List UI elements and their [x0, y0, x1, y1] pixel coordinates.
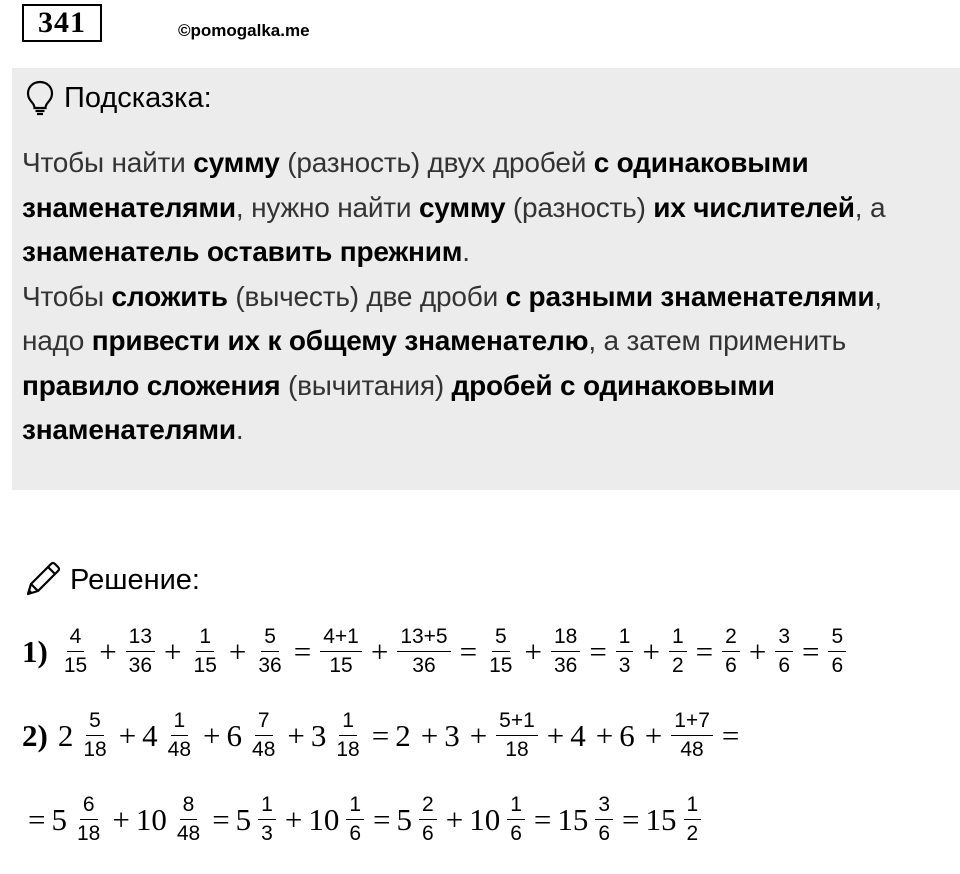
fraction-numerator: 1 [616, 626, 634, 652]
fraction-numerator: 1 [684, 794, 702, 820]
fraction [333, 710, 362, 761]
fraction-denominator: 15 [489, 654, 513, 678]
math-operator: + [595, 717, 614, 753]
hint-emphasis: правило сложения [22, 369, 281, 401]
fraction-denominator: 18 [505, 738, 529, 762]
math-operator: = [212, 801, 230, 837]
hint-text-run: , нужно найти [235, 191, 419, 223]
hint-text-run: Чтобы [22, 280, 112, 312]
hint-text-run: , а затем применить [588, 325, 847, 356]
fraction [61, 626, 90, 677]
solution-label: 1) [22, 633, 48, 669]
math-operator: = [589, 633, 607, 669]
fraction-numerator: 5 [261, 626, 279, 652]
fraction-denominator: 48 [680, 738, 704, 762]
fraction [616, 626, 634, 677]
fraction-denominator: 36 [258, 654, 282, 678]
hint-text-run: (вычесть) две дроби [227, 280, 506, 312]
fraction [496, 710, 538, 761]
math-operator: = [622, 801, 640, 837]
fraction [486, 626, 515, 677]
fraction-numerator: 1 [669, 626, 687, 652]
mixed-whole: 15 [557, 801, 589, 837]
fraction-numerator: 13+5 [397, 626, 450, 652]
hint-paragraph [22, 141, 947, 275]
fraction [165, 710, 194, 761]
math-operator: = [721, 717, 740, 753]
fraction-denominator: 48 [176, 822, 201, 846]
math-operator: + [284, 801, 303, 837]
math-operator: = [293, 633, 312, 669]
fraction-numerator: 1 [196, 626, 214, 652]
fraction-denominator: 6 [778, 654, 790, 678]
fraction-denominator: 6 [349, 822, 362, 846]
hint-text [22, 141, 947, 453]
fraction [126, 626, 155, 677]
pencil-icon [22, 560, 62, 600]
fraction-numerator: 1 [346, 794, 364, 820]
fraction-numerator: 1 [339, 710, 357, 736]
fraction-denominator: 2 [686, 822, 699, 846]
math-operator: = [459, 633, 478, 669]
hint-text-run: Чтобы найти [22, 147, 194, 178]
fraction-denominator: 15 [193, 654, 217, 678]
hint-text-run: , надо [22, 280, 882, 356]
fraction-denominator: 6 [831, 654, 844, 678]
fraction-denominator: 18 [76, 822, 101, 846]
hint-emphasis: дробей с одинаковыми знаменателями [22, 369, 775, 445]
fraction-numerator: 6 [80, 794, 98, 820]
fraction-numerator: 2 [419, 794, 437, 820]
math-operator: = [802, 633, 820, 669]
fraction-denominator: 6 [725, 654, 737, 678]
fraction-denominator: 36 [553, 654, 578, 678]
math-operator: + [164, 633, 182, 669]
mixed-whole: 15 [645, 801, 677, 837]
math-operator: = [373, 801, 391, 837]
fraction [419, 794, 437, 845]
fraction [684, 794, 702, 845]
hint-text-run: , а [854, 191, 886, 223]
fraction-numerator: 13 [126, 626, 155, 652]
fraction [320, 626, 362, 677]
fraction-numerator: 2 [722, 626, 740, 652]
fraction-numerator: 1 [507, 794, 525, 820]
fraction [191, 626, 220, 677]
hint-emphasis: привести их к общему знаменателю [91, 325, 589, 356]
math-operator: + [748, 633, 767, 669]
fraction-denominator: 3 [261, 822, 273, 846]
hint-text-run: . [462, 236, 470, 267]
fraction-denominator: 6 [510, 822, 522, 846]
mixed-whole: 4 [142, 717, 158, 753]
mixed-whole: 5 [235, 801, 252, 837]
math-operator: + [642, 633, 660, 669]
solution-heading [22, 560, 200, 600]
math-operator: = [371, 717, 390, 753]
hint-title: Подсказка: [64, 81, 212, 114]
fraction-denominator: 48 [252, 738, 276, 762]
math-operator: + [228, 633, 247, 669]
hint-emphasis: сложить [111, 280, 228, 312]
fraction-denominator: 18 [336, 738, 360, 762]
fraction-denominator: 6 [422, 822, 434, 846]
fraction-numerator: 5 [828, 626, 846, 652]
fraction-denominator: 15 [63, 654, 88, 678]
fraction [80, 710, 109, 761]
fraction [595, 794, 613, 845]
hint-text-run: (разность) [505, 191, 654, 223]
math-operator: + [524, 633, 542, 669]
mixed-whole: 10 [308, 801, 340, 837]
fraction [551, 626, 580, 677]
mixed-whole: 6 [226, 717, 243, 753]
fraction [346, 794, 364, 845]
mixed-whole: 10 [135, 801, 167, 837]
solution-line-2 [22, 710, 745, 761]
math-operator: + [287, 717, 305, 753]
math-operator: + [99, 633, 117, 669]
math-operator: + [370, 633, 389, 669]
fraction [828, 626, 846, 677]
hint-emphasis: сумму [418, 191, 506, 223]
math-operator: + [546, 717, 565, 753]
solution-title: Решение: [70, 563, 200, 596]
hint-text-run: (разность) двух дробей [279, 147, 594, 178]
fraction-numerator: 5 [86, 710, 104, 736]
math-operator: + [203, 717, 221, 753]
hint-emphasis: сумму [193, 147, 280, 178]
math-operator: + [644, 717, 663, 753]
math-operator: + [469, 717, 488, 753]
hint-heading [26, 80, 212, 116]
hint-emphasis: с одинаковыми знаменателями [22, 147, 809, 223]
hint-emphasis: знаменатель оставить прежним [22, 236, 463, 267]
fraction-numerator: 3 [775, 626, 793, 652]
math-number: 2 [395, 717, 411, 753]
fraction-numerator: 7 [255, 710, 273, 736]
hint-emphasis: с разными знаменателями [505, 280, 875, 312]
math-number: 3 [444, 717, 460, 753]
fraction-numerator: 1 [171, 710, 189, 736]
solution-label: 2) [22, 717, 48, 753]
fraction-denominator: 36 [128, 654, 153, 678]
fraction [722, 626, 740, 677]
math-operator: + [420, 717, 439, 753]
solution-line-1 [22, 626, 849, 677]
fraction [74, 794, 103, 845]
math-operator: = [533, 801, 552, 837]
math-operator: + [112, 801, 130, 837]
math-operator: = [28, 801, 46, 837]
fraction-denominator: 36 [412, 654, 436, 678]
mixed-whole: 3 [310, 717, 327, 753]
fraction-numerator: 1+7 [671, 710, 713, 736]
fraction-denominator: 48 [167, 738, 192, 762]
watermark: ©pomogalka.me [178, 21, 310, 40]
hint-text-run: . [235, 414, 244, 445]
fraction [775, 626, 793, 677]
fraction-numerator: 5+1 [496, 710, 538, 736]
fraction [255, 626, 284, 677]
fraction [258, 794, 276, 845]
fraction [174, 794, 203, 845]
fraction-numerator: 1 [258, 794, 276, 820]
hint-text-run: (вычитания) [280, 369, 452, 401]
fraction-numerator: 5 [492, 626, 510, 652]
lightbulb-icon [26, 80, 54, 116]
fraction-numerator: 4 [67, 626, 85, 652]
math-number: 4 [570, 717, 586, 753]
fraction-denominator: 15 [329, 654, 353, 678]
fraction [397, 626, 450, 677]
math-operator: + [118, 717, 137, 753]
fraction [669, 626, 687, 677]
mixed-whole: 2 [57, 717, 74, 753]
fraction [249, 710, 278, 761]
mixed-whole: 5 [51, 801, 67, 837]
hint-emphasis: их числителей [653, 191, 855, 223]
problem-number: 341 [22, 4, 102, 42]
math-number: 6 [619, 717, 635, 753]
fraction-numerator: 3 [595, 794, 613, 820]
solution-line-3 [22, 794, 704, 845]
fraction-denominator: 6 [598, 822, 611, 846]
math-operator: + [445, 801, 464, 837]
fraction-denominator: 2 [671, 654, 684, 678]
hint-paragraph [22, 275, 947, 453]
math-operator: = [695, 633, 714, 669]
fraction-numerator: 4+1 [320, 626, 362, 652]
fraction [507, 794, 525, 845]
fraction-numerator: 18 [551, 626, 580, 652]
fraction [671, 710, 713, 761]
mixed-whole: 5 [396, 801, 413, 837]
mixed-whole: 10 [469, 801, 501, 837]
fraction-denominator: 18 [83, 738, 107, 762]
fraction-numerator: 8 [180, 794, 198, 820]
fraction-denominator: 3 [618, 654, 631, 678]
